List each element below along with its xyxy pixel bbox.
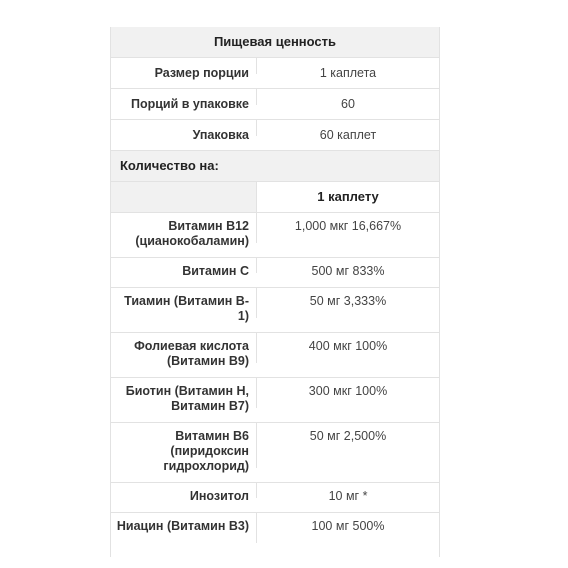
nutrient-amount: 400 мкг 100% — [308, 339, 388, 353]
table-row — [111, 213, 439, 258]
nutrient-name: Фолиевая кислота (Витамин B9) — [111, 333, 257, 363]
table-row — [111, 378, 439, 423]
column-header-empty-cell — [111, 182, 257, 212]
nutrient-amount: 10 мг * — [328, 489, 368, 503]
table-row — [111, 333, 439, 378]
nutrient-name: Инозитол — [111, 483, 257, 498]
nutrient-name: Витамин C — [111, 258, 257, 273]
row-label: Упаковка — [111, 120, 257, 136]
table-row — [111, 58, 439, 89]
row-value: 1 каплета — [319, 66, 377, 80]
nutrient-amount: 1,000 мкг 16,667% — [294, 219, 402, 233]
row-label: Размер порции — [111, 58, 257, 74]
table-row — [111, 483, 439, 513]
nutrient-name: Витамин B6 (пиридоксин гидрохлорид) — [111, 423, 257, 468]
nutrient-amount: 500 мг 833% — [311, 264, 385, 278]
nutrient-name: Тиамин (Витамин B-1) — [111, 288, 257, 318]
nutrient-amount: 50 мг 3,333% — [309, 294, 387, 308]
nutrient-amount: 50 мг 2,500% — [309, 429, 387, 443]
table-row — [111, 89, 439, 120]
table-row — [111, 120, 439, 151]
row-value: 60 — [341, 97, 355, 111]
nutrient-name: Биотин (Витамин H, Витамин B7) — [111, 378, 257, 408]
nutrition-facts-table — [110, 27, 440, 557]
table-row — [111, 288, 439, 333]
row-label: Порций в упаковке — [111, 89, 257, 105]
nutrient-amount: 300 мкг 100% — [308, 384, 388, 398]
nutrient-amount: 100 мг 500% — [311, 519, 385, 533]
nutrient-name: Витамин B12 (цианокобаламин) — [111, 213, 257, 243]
table-title: Пищевая ценность — [111, 27, 439, 58]
nutrient-name: Ниацин (Витамин B3) — [111, 513, 257, 543]
table-row — [111, 258, 439, 288]
column-header-row — [111, 182, 439, 213]
column-header: 1 каплету — [317, 189, 379, 204]
table-row — [111, 513, 439, 557]
table-row — [111, 423, 439, 483]
section-header: Количество на: — [111, 151, 439, 182]
row-value: 60 каплет — [319, 128, 377, 142]
